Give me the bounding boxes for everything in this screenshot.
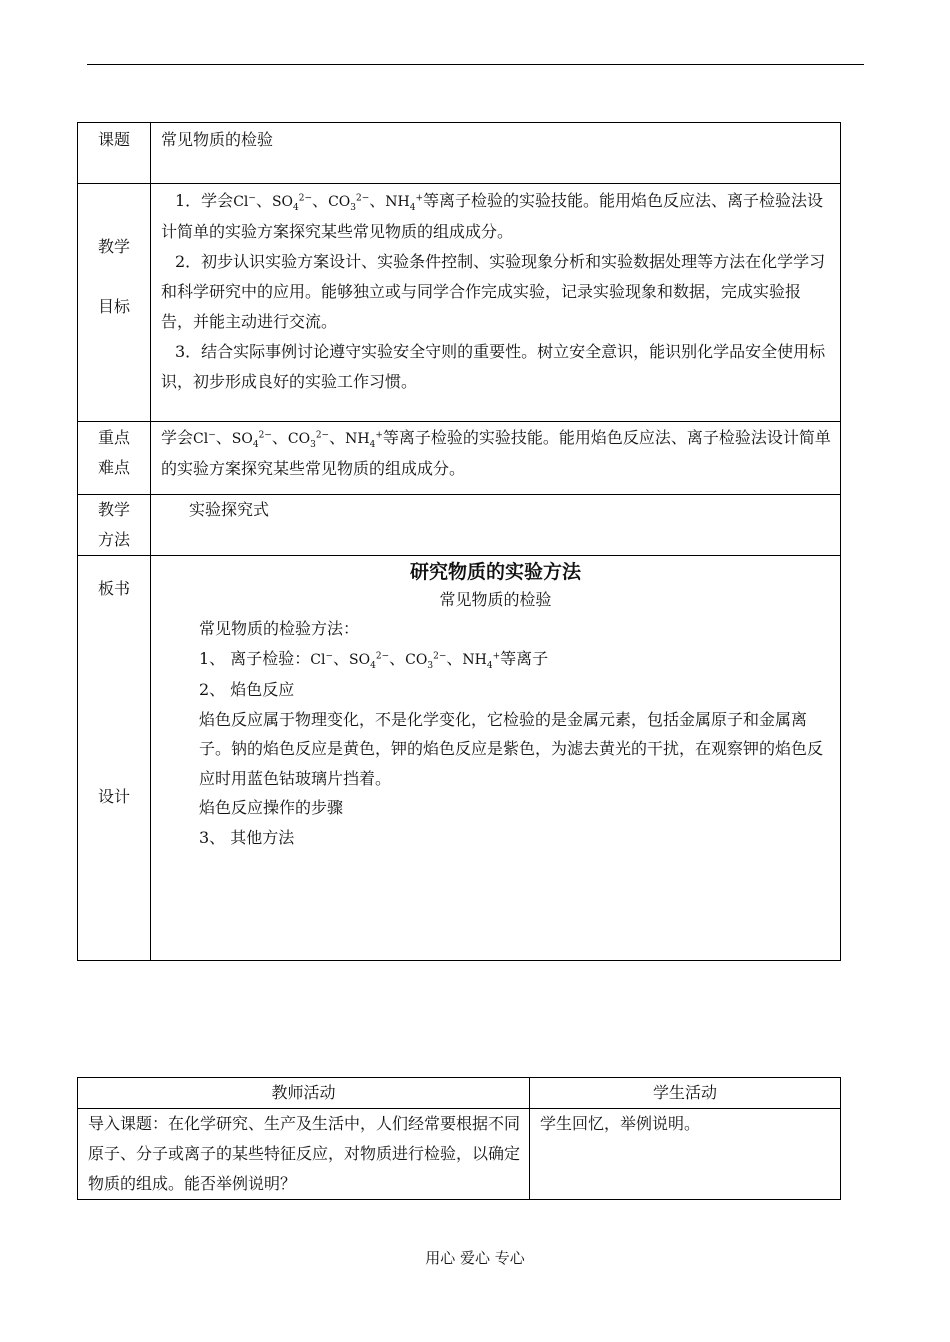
header-rule xyxy=(87,64,864,65)
board-label: 板书 设计 xyxy=(78,556,151,961)
method-row xyxy=(78,495,841,556)
keypoints-row xyxy=(78,422,841,495)
topic-text: 常见物质的检验 xyxy=(151,123,841,184)
board-line-5: 焰色反应操作的步骤 xyxy=(199,798,344,817)
board-line-6: 3、 其他方法 xyxy=(199,827,295,847)
goals-content xyxy=(151,184,841,422)
board-subtitle: 常见物质的检验 xyxy=(439,590,552,609)
teacher-activity-header: 教师活动 xyxy=(78,1078,530,1109)
board-paragraph: 焰色反应属于物理变化，不是化学变化，它检验的是金属元素，包括金属原子和金属离子。钠的焰色反应是黄色，钾的焰色反应是紫色，为滤去黄光的干扰，在观察钾的焰色反应时用蓝色钴玻璃片挡着。 xyxy=(199,709,824,788)
ion-cl: Cl− xyxy=(233,193,256,210)
board-line-3: 2、 焰色反应 xyxy=(199,680,295,699)
teacher-activity-text: 导入课题：在化学研究、生产及生活中，人们经常要根据不同原子、分子或离子的某些特征反应，对物质进行检验，以确定物质的组成。能否举例说明？ xyxy=(78,1109,530,1200)
board-content xyxy=(151,556,841,961)
activity-table xyxy=(77,1077,841,1200)
board-line-2: 1、 离子检验：Cl−、$SO_4^{2-}$、$CO_3^{2-}$、$NH_4^+$等离子 xyxy=(199,648,549,671)
board-line-1: 常见物质的检验方法： xyxy=(199,619,360,638)
keypoints-label: 重点 难点 xyxy=(78,422,151,495)
activity-body-row xyxy=(78,1109,841,1200)
ion-co3: $CO_3^{2-}$ xyxy=(328,193,370,213)
student-activity-header: 学生活动 xyxy=(530,1078,841,1109)
page-footer: 用心 爱心 专心 xyxy=(425,1249,525,1267)
goal-item-1: 1．学会Cl−、$SO_4^{2-}$、$CO_3^{2-}$、$NH_4^+$等离子检验的实验技能。能用焰色反应法、离子检验法设计简单的实验方案探究某些常见物质的组成成分。 xyxy=(161,191,824,241)
topic-row xyxy=(78,123,841,184)
method-text: 实验探究式 xyxy=(151,495,841,556)
activity-header-row xyxy=(78,1078,841,1109)
board-row xyxy=(78,556,841,961)
topic-label: 课题 xyxy=(78,123,151,184)
student-activity-text: 学生回忆，举例说明。 xyxy=(530,1109,841,1200)
keypoints-text: 学会Cl−、$SO_4^{2-}$、$CO_3^{2-}$、$NH_4^+$等离子检验的实验技能。能用焰色反应法、离子检验法设计简单的实验方案探究某些常见物质的组成成分。 xyxy=(151,422,841,495)
goals-label: 教学 目标 xyxy=(78,184,151,422)
board-title: 研究物质的实验方法 xyxy=(409,561,581,583)
lesson-plan-table xyxy=(77,122,841,961)
method-label: 教学 方法 xyxy=(78,495,151,556)
goals-row xyxy=(78,184,841,422)
goal-item-3: 3．结合实际事例讨论遵守实验安全守则的重要性。树立安全意识，能识别化学品安全使用标识，初步形成良好的实验工作习惯。 xyxy=(161,342,826,391)
goal-item-2: 2．初步认识实验方案设计、实验条件控制、实验现象分析和实验数据处理等方法在化学学习和科学研究中的应用。能够独立或与同学合作完成实验，记录实验现象和数据，完成实验报告，并能主动进行交流。 xyxy=(161,252,826,331)
ion-so4: $SO_4^{2-}$ xyxy=(271,193,313,213)
ion-nh4: $NH_4^+$ xyxy=(385,193,424,213)
